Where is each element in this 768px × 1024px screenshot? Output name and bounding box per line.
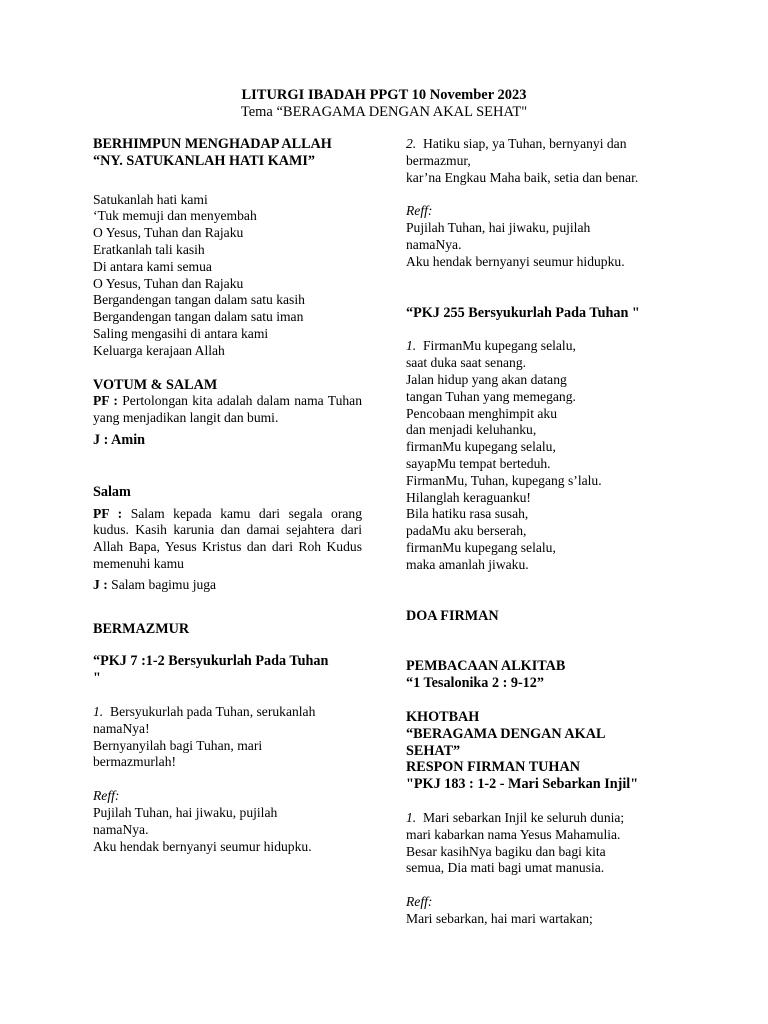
verse-line: tangan Tuhan yang memegang.	[406, 388, 576, 404]
verse-line: bermazmurlah!	[93, 754, 177, 770]
section-heading-berhimpun: BERHIMPUN MENGHADAP ALLAH	[93, 136, 332, 152]
reff-line: namaNya.	[406, 236, 462, 252]
reff-line: Aku hendak bernyanyi seumur hidupku.	[406, 253, 625, 269]
song-title-pkj7: “PKJ 7 :1-2 Bersyukurlah Pada Tuhan	[93, 653, 329, 670]
lyric-line: Saling mengasihi di antara kami	[93, 325, 269, 341]
verse-number: 2.	[406, 136, 417, 151]
verse-line: saat duka saat senang.	[406, 355, 527, 371]
lyric-line: ‘Tuk memuji dan menyembah	[93, 208, 257, 224]
reff-line: Pujilah Tuhan, hai jiwaku, pujilah	[93, 804, 278, 820]
reff-label: Reff:	[93, 788, 120, 804]
salam-paragraph	[93, 506, 362, 573]
verse-line: Jalan hidup yang akan datang	[406, 371, 567, 387]
reff-line: namaNya.	[93, 821, 149, 837]
song-title-pkj255: “PKJ 255 Bersyukurlah Pada Tuhan "	[406, 304, 640, 321]
verse-line	[406, 136, 676, 153]
right-column	[406, 136, 676, 928]
salam-response	[93, 577, 362, 594]
verse-line: Pencobaan menghimpit aku	[406, 405, 558, 421]
verse-number: 1.	[406, 809, 417, 825]
verse-line: semua, Dia mati bagi umat manusia.	[406, 860, 605, 876]
salam-text: Salam kepada kamu dari segala orang kudus. Kasih karunia dan damai sejahtera dari Allah Bapa, Yesus Kristus dan dari Roh Kudus memenuhi kamu	[93, 505, 363, 571]
song-title-pkj183: "PKJ 183 : 1-2 - Mari Sebarkan Injil"	[406, 776, 639, 793]
verse-line: kar’na Engkau Maha baik, setia dan benar.	[406, 169, 639, 185]
sermon-theme: “BERAGAMA DENGAN AKAL	[406, 725, 606, 742]
verse-line: namaNya!	[93, 720, 150, 736]
lyric-line: Di antara kami semua	[93, 258, 212, 274]
verse-line	[93, 704, 362, 721]
verse-text: Bersyukurlah pada Tuhan, serukanlah	[110, 703, 316, 719]
reff-label: Reff:	[406, 894, 433, 910]
response-amin: J : Amin	[93, 431, 146, 448]
reff-line: Pujilah Tuhan, hai jiwaku, pujilah	[406, 220, 591, 236]
votum-text: Pertolongan kita adalah dalam nama Tuhan yang menjadikan langit dan bumi.	[93, 393, 362, 426]
reff-label: Reff:	[406, 203, 433, 219]
lyric-line: Bergandengan tangan dalam satu kasih	[93, 292, 305, 308]
salam-response-text: Salam bagimu juga	[111, 576, 217, 592]
speaker-label: PF :	[93, 505, 123, 521]
song-title-pkj7-cont: "	[93, 670, 101, 687]
section-heading-pembacaan: PEMBACAAN ALKITAB	[406, 658, 566, 675]
verse-line: firmanMu kupegang selalu,	[406, 439, 556, 455]
verse-text: Hatiku siap, ya Tuhan, bernyanyi dan	[423, 136, 627, 151]
verse-line: maka amanlah jiwaku.	[406, 556, 529, 572]
song-title-satukanlah: “NY. SATUKANLAH HATI KAMI”	[93, 152, 316, 169]
verse-line: Hilanglah keraguanku!	[406, 489, 531, 505]
verse-line: FirmanMu, Tuhan, kupegang s’lalu.	[406, 472, 602, 488]
section-heading-doa-firman: DOA FIRMAN	[406, 607, 499, 624]
reff-line: Aku hendak bernyanyi seumur hidupku.	[93, 838, 312, 854]
section-heading-bermazmur: BERMAZMUR	[93, 620, 190, 637]
verse-line: dan menjadi keluhanku,	[406, 422, 537, 438]
verse-text: Mari sebarkan Injil ke seluruh dunia;	[423, 809, 625, 825]
verse-line: mari kabarkan nama Yesus Mahamulia.	[406, 826, 621, 842]
verse-line: bermazmur,	[406, 152, 471, 168]
lyric-line: Satukanlah hati kami	[93, 191, 208, 207]
sermon-theme-cont: SEHAT”	[406, 742, 461, 759]
page-header	[0, 87, 768, 121]
document-title: LITURGI IBADAH PPGT 10 November 2023	[241, 87, 527, 103]
verse-number: 1.	[406, 338, 417, 354]
lyric-line: O Yesus, Tuhan dan Rajaku	[93, 275, 244, 291]
verse-line: sayapMu tempat berteduh.	[406, 455, 551, 471]
votum-paragraph	[93, 393, 362, 427]
speaker-label: PF :	[93, 393, 118, 409]
verse-line: padaMu aku berserah,	[406, 523, 527, 539]
verse-line	[406, 338, 676, 355]
section-heading-votum: VOTUM & SALAM	[93, 376, 218, 393]
document-theme: Tema “BERAGAMA DENGAN AKAL SEHAT"	[240, 104, 528, 120]
verse-line: Bernyanyilah bagi Tuhan, mari	[93, 737, 263, 753]
speaker-label: J :	[93, 576, 108, 592]
verse-line: Besar kasihNya bagiku dan bagi kita	[406, 843, 606, 859]
lyric-line: O Yesus, Tuhan dan Rajaku	[93, 225, 244, 241]
left-column	[93, 136, 362, 855]
reff-line: Mari sebarkan, hai mari wartakan;	[406, 910, 593, 926]
scripture-reference: “1 Tesalonika 2 : 9-12”	[406, 675, 544, 692]
lyric-line: Bergandengan tangan dalam satu iman	[93, 309, 304, 325]
section-heading-khotbah: KHOTBAH	[406, 708, 480, 725]
section-heading-salam: Salam	[93, 483, 131, 500]
song-lyrics-satukanlah	[93, 192, 362, 360]
verse-line: Bila hatiku rasa susah,	[406, 506, 529, 522]
verse-line	[406, 810, 676, 827]
verse-text: FirmanMu kupegang selalu,	[423, 338, 576, 354]
lyric-line: Eratkanlah tali kasih	[93, 241, 205, 257]
lyric-line: Keluarga kerajaan Allah	[93, 342, 225, 358]
verse-line: firmanMu kupegang selalu,	[406, 539, 556, 555]
verse-number: 1.	[93, 703, 104, 719]
section-heading-respon: RESPON FIRMAN TUHAN	[406, 759, 580, 776]
